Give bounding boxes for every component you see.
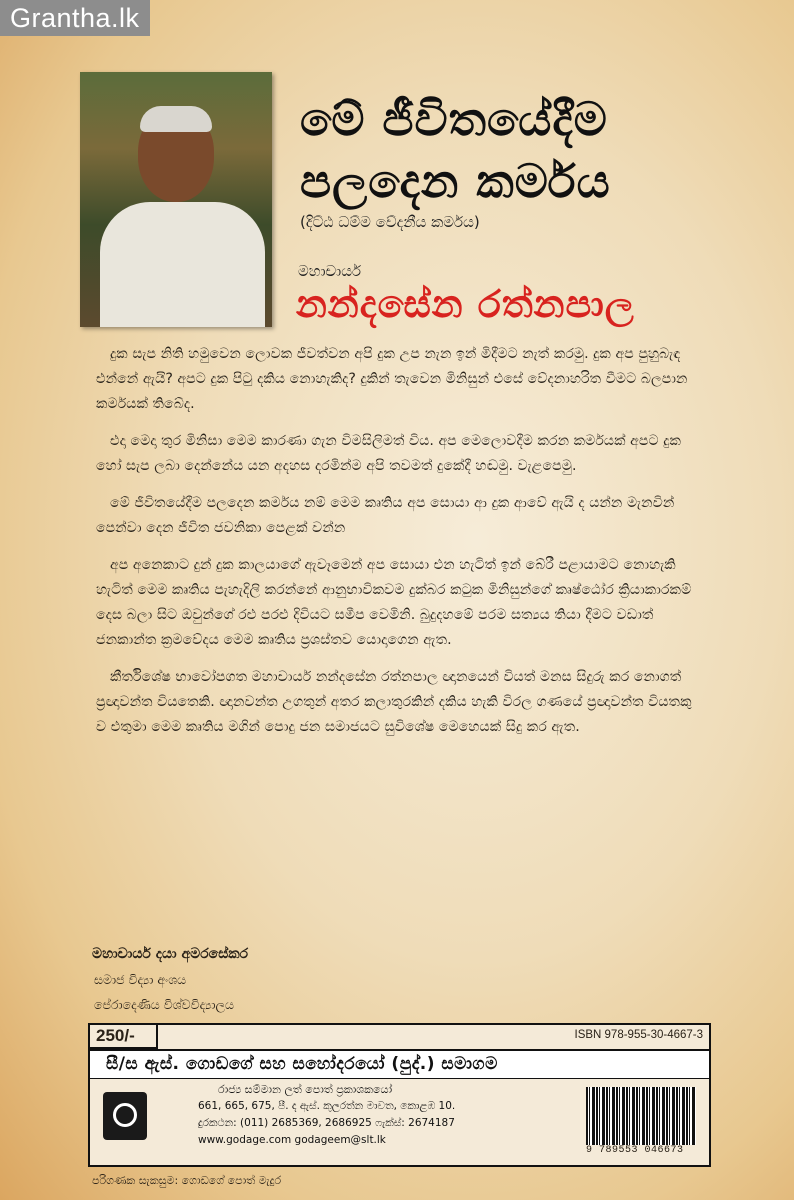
- isbn-label: ISBN 978-955-30-4667-3: [574, 1029, 703, 1041]
- publisher-award: රාජ්‍ය සම්මාන ලත් පොත් ප්‍රකාශකයෝ: [218, 1083, 393, 1096]
- signatory-university: පේරාදෙණිය විශ්වවිද්‍යාලය: [94, 997, 234, 1012]
- barcode-icon: [586, 1087, 696, 1145]
- author-prefix: මහාචාර්ය: [298, 262, 362, 280]
- blurb-paragraph: කීර්තිශේෂ භාවෝපගත මහාචාර්ය නන්දසේන රත්නපාල ඥානයෙන් වියත් මනස සිදුරු කර නොගත් ප්‍රඥාවන්ත වියතෙකි. ඥානවන්ත උගතුන් අතර කලාතුරකින් දකිය හැකි විරල ගණයේ ප්‍රඥාවන්ත වියතකු ව එතුමා මෙම කෘතිය මගින් පොදු ජන සමාජයට සුවිශේෂ මෙහෙයක් සිදු කර ඇත.: [96, 669, 692, 735]
- publisher-name: සී/ස ඇස්. ගොඩගේ සහ සහෝදරයෝ (පුද්.) සමාගම: [106, 1054, 498, 1074]
- logo-ring: [113, 1103, 137, 1127]
- watermark: Grantha.lk: [0, 0, 150, 36]
- publisher-box: [88, 1023, 711, 1167]
- blurb-paragraph: අප අනෙකාට දුන් දුක කාලයාගේ ඇවෑමෙන් අප සොයා එන හැටිත් ඉන් බේරී පළායාමට නොහැකි හැටිත් මෙම කෘතිය පැහැදිලි කරන්නේ ආනුභාවිකවම දුක්බර කටුක මිනිසුන්ගේ කෘෂ්ඨෝර ක්‍රියාකාරකම් දෙස බලා සිට ඔවුන්ගේ රළු පරළු දිවියට සමීප වෙමිනි. බුදුදහමේ පරම සත්‍යය තියා දීමට වඩාත් ජනකාන්ත ක්‍රමවේදය මෙම කෘතිය ප්‍රශස්තව යොදාගෙන ඇත.: [96, 557, 692, 648]
- book-title-line1: මේ ජීවිතයේදීම: [300, 92, 608, 146]
- photo-hair: [140, 106, 212, 132]
- blurb-paragraph: දුක සැප නිති හමුවෙන ලොවක ජීවත්වන අපි දුක උප නැන ඉන් මිදීමට නැත් කරමු. දුක අප පුහුබැඳ එන්නේ ඇයි? අපට දුක පිටු දකිය නොහැකිද? දුකින් තැවෙන මිනිසුන් එසේ වේදනාහරිත වීමට බලපාන කර්මයක් තිබේද.: [96, 346, 688, 412]
- book-title-line2: පලදෙන කර්මය: [300, 154, 611, 208]
- author-name: නන්දසේන රත්නපාල: [296, 282, 635, 326]
- barcode-digits: 9 789553 046673: [586, 1145, 696, 1156]
- author-photo: [80, 72, 272, 327]
- publisher-logo-icon: [103, 1092, 147, 1140]
- signatory-name: මහාචාර්ය දයා අමරසේකර: [92, 946, 249, 962]
- typesetting-credit: පරිගණක සැකසුම: ගොඩගේ පොත් මැදුර: [92, 1174, 282, 1187]
- signatory-department: සමාජ විද්‍යා අංශය: [94, 972, 187, 987]
- blurb-paragraph: මේ ජීවිතයේදීම පලදෙන කර්මය නම් මෙම කෘතිය අප සොයා ආ දුක ආවේ ඇයි ද යන්න මැනවින් පෙන්වා දෙන ජීවිත ජවනිකා පෙළක් වන්න: [96, 495, 675, 536]
- publisher-name-bar: [90, 1049, 709, 1079]
- signature-block: [92, 942, 248, 1017]
- price-label: 250/-: [90, 1025, 158, 1049]
- photo-shirt: [100, 202, 265, 327]
- blurb-paragraph: එදා මෙදා තුර මිනිසා මෙම කාරණා ගැන විමසිලිමත් විය. අප මෙලොවදීම කරන කර්මයක් අපට දුක හෝ සැප ලබා දෙන්නේය යන අදහස දරමින්ම අපි තවමත් දුකේදී හඬමු. වැළපෙමු.: [96, 433, 682, 474]
- publisher-info: [198, 1081, 455, 1149]
- book-subtitle: (දිට්ඨ ධම්ම වේදනීය කර්මය): [300, 213, 480, 231]
- blurb: [96, 342, 706, 752]
- publisher-web: www.godage.com godageem@slt.lk: [198, 1134, 386, 1146]
- publisher-address: 661, 665, 675, පී. ද ඇස්. කුලරත්න මාවත, කොළඹ 10.: [198, 1100, 456, 1112]
- publisher-phone: දුරකථන: (011) 2685369, 2686925 ෆැක්ස්: 2674187: [198, 1117, 455, 1129]
